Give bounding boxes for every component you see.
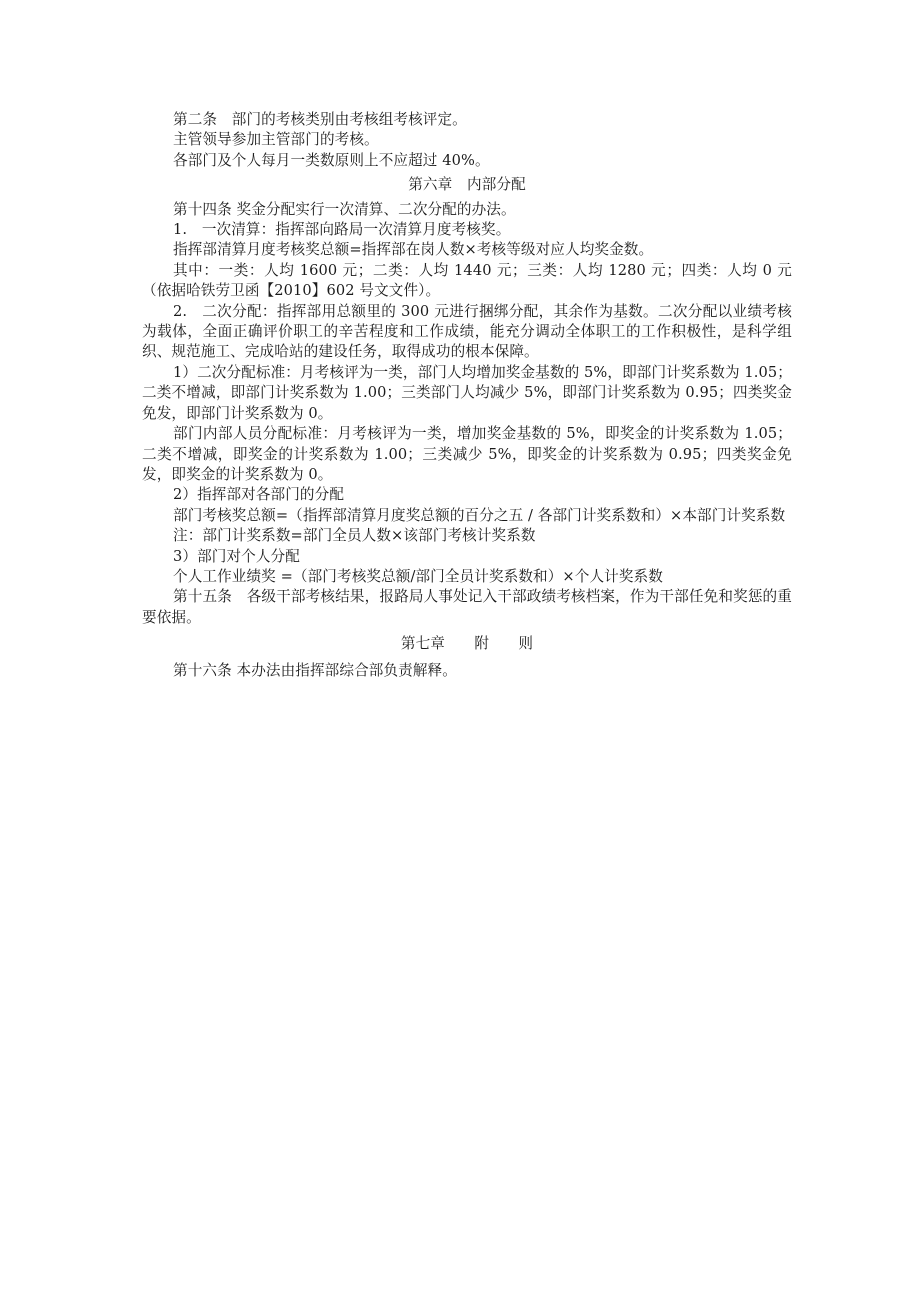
- department-coefficient-note-paragraph: 注：部门计奖系数=部门全员人数×该部门考核计奖系数: [173, 527, 536, 545]
- chapter-6-heading: 第六章 内部分配: [408, 176, 526, 194]
- second-distribution-paragraph: 2. 二次分配：指挥部用总额里的 300 元进行捆绑分配，其余作为基数。二次分配以业绩考核为载体，全面正确评价职工的辛苦程度和工作成绩，能充分调动全体职工的工作积极性，是科学组织、规范施工、完成哈站的建设任务，取得成功的根本保障。: [142, 302, 792, 361]
- individual-allocation-heading-paragraph: 3）部门对个人分配: [173, 547, 300, 565]
- chapter-7-heading: 第七章 附 则: [400, 635, 534, 653]
- department-allocation-heading-paragraph: 2）指挥部对各部门的分配: [173, 486, 345, 504]
- first-class-limit-paragraph: 各部门及个人每月一类数原则上不应超过 40%。: [173, 151, 490, 169]
- individual-bonus-formula-paragraph: 个人工作业绩奖 =（部门考核奖总额/部门全员计奖系数和）×个人计奖系数: [173, 567, 663, 585]
- document-page: [142, 110, 792, 681]
- internal-staff-standard-paragraph: 部门内部人员分配标准：月考核评为一类，增加奖金基数的 5%，即奖金的计奖系数为 1.05；二类不增减，即奖金的计奖系数为 1.00；三类减少 5%，即奖金的计奖系数为 0.95；四类奖金免发，即奖金的计奖系数为 0。: [142, 425, 792, 483]
- supervisor-assessment-paragraph: 主管领导参加主管部门的考核。: [173, 131, 379, 149]
- article-2-paragraph: 第二条 部门的考核类别由考核组考核评定。: [173, 111, 467, 128]
- first-settlement-paragraph: 1. 一次清算：指挥部向路局一次清算月度考核奖。: [173, 221, 511, 239]
- department-bonus-formula-paragraph: 部门考核奖总额=（指挥部清算月度奖总额的百分之五 / 各部门计奖系数和）×本部门计奖系数: [173, 506, 786, 524]
- article-16-paragraph: 第十六条 本办法由指挥部综合部负责解释。: [173, 661, 457, 679]
- distribution-standard-paragraph: 1）二次分配标准：月考核评为一类，部门人均增加奖金基数的 5%，即部门计奖系数为 1.05；二类不增减，即部门计奖系数为 1.00；三类部门人均减少 5%，即部门计奖系数为 0.95；四类奖金免发，即部门计奖系数为 0。: [142, 363, 792, 422]
- article-15-paragraph: 第十五条 各级干部考核结果，报路局人事处记入干部政绩考核档案，作为干部任免和奖惩的重要依据。: [142, 588, 792, 626]
- article-14-paragraph: 第十四条 奖金分配实行一次清算、二次分配的办法。: [173, 200, 516, 218]
- settlement-formula-paragraph: 指挥部清算月度考核奖总额=指挥部在岗人数×考核等级对应人均奖金数。: [173, 241, 654, 259]
- per-capita-rates-paragraph: 其中：一类：人均 1600 元；二类：人均 1440 元；三类：人均 1280 元；四类：人均 0 元（依据哈铁劳卫函【2010】602 号文文件）。: [142, 261, 792, 300]
